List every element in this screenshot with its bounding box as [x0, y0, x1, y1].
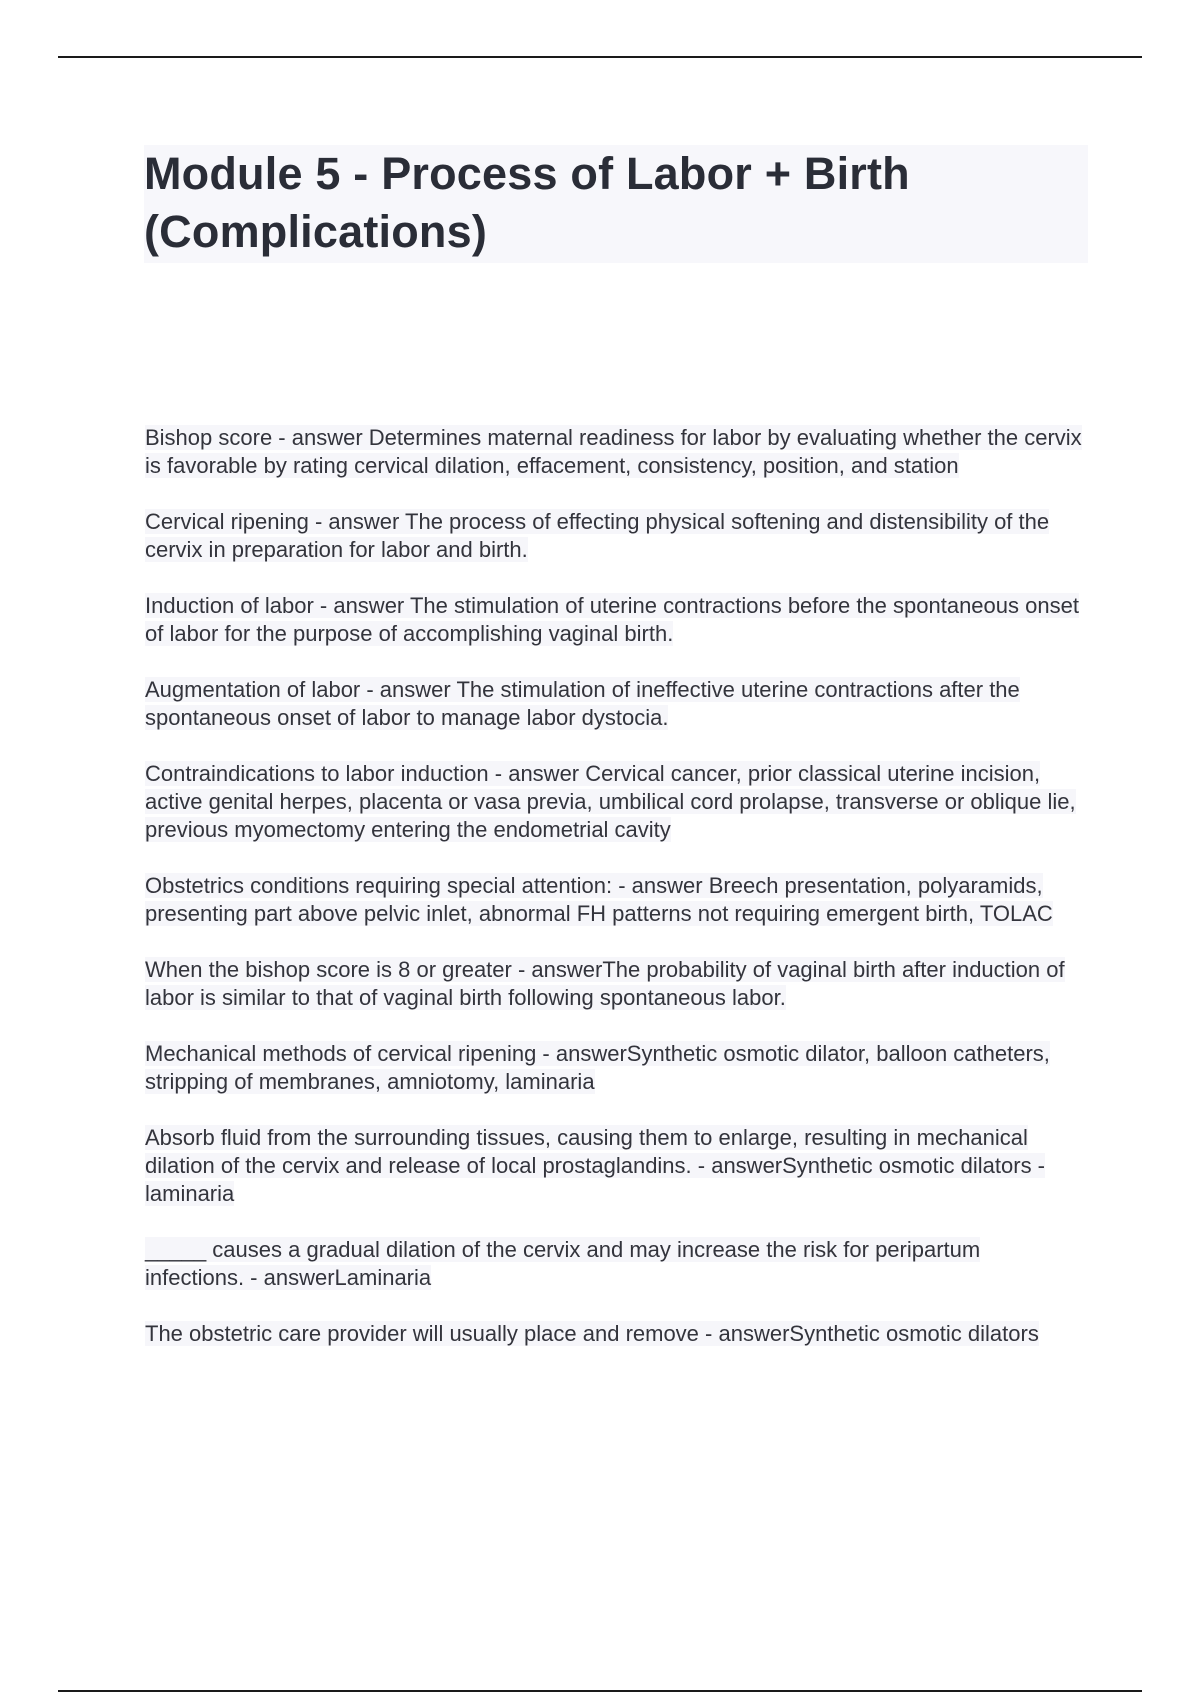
- flashcard: [145, 1124, 1085, 1208]
- flashcard-text: Mechanical methods of cervical ripening - answerSynthetic osmotic dilator, balloon catheters, stripping of membranes, amniotomy, laminaria: [145, 1041, 1050, 1094]
- flashcard: [145, 872, 1085, 928]
- flashcard-text: When the bishop score is 8 or greater - answerThe probability of vaginal birth after induction of labor is similar to that of vaginal birth following spontaneous labor.: [145, 957, 1065, 1010]
- flashcard: [145, 956, 1085, 1012]
- flashcard: [145, 1040, 1085, 1096]
- flashcard: [145, 1320, 1085, 1348]
- flashcard-text: The obstetric care provider will usually place and remove - answerSynthetic osmotic dilators: [145, 1321, 1039, 1346]
- flashcard: [145, 592, 1085, 648]
- flashcard-text: Obstetrics conditions requiring special attention: - answer Breech presentation, polyaramids, presenting part above pelvic inlet, abnormal FH patterns not requiring emergent birth, TOLAC: [145, 873, 1053, 926]
- flashcard-text: Absorb fluid from the surrounding tissues, causing them to enlarge, resulting in mechanical dilation of the cervix and release of local prostaglandins. - answerSynthetic osmotic dilators - laminaria: [145, 1125, 1046, 1206]
- flashcard-text: _____ causes a gradual dilation of the cervix and may increase the risk for peripartum infections. - answerLaminaria: [145, 1237, 981, 1290]
- flashcard-text: Cervical ripening - answer The process of effecting physical softening and distensibility of the cervix in preparation for labor and birth.: [145, 509, 1050, 562]
- top-rule: [58, 56, 1142, 58]
- flashcard-text: Augmentation of labor - answer The stimulation of ineffective uterine contractions after the spontaneous onset of labor to manage labor dystocia.: [145, 677, 1020, 730]
- flashcard: [145, 1236, 1085, 1292]
- flashcard: [145, 424, 1085, 480]
- title-block: [144, 145, 1088, 263]
- flashcard-text: Contraindications to labor induction - answer Cervical cancer, prior classical uterine incision, active genital herpes, placenta or vasa previa, umbilical cord prolapse, transverse or oblique lie, previous myomectomy entering the endometrial cavity: [145, 761, 1076, 842]
- flashcard-list: [145, 424, 1085, 1376]
- flashcard-text: Bishop score - answer Determines maternal readiness for labor by evaluating whether the cervix is favorable by rating cervical dilation, effacement, consistency, position, and station: [145, 425, 1082, 478]
- flashcard: [145, 508, 1085, 564]
- bottom-rule: [58, 1690, 1142, 1692]
- page-title: Module 5 - Process of Labor + Birth (Complications): [144, 148, 910, 257]
- flashcard: [145, 676, 1085, 732]
- flashcard: [145, 760, 1085, 844]
- flashcard-text: Induction of labor - answer The stimulation of uterine contractions before the spontaneous onset of labor for the purpose of accomplishing vaginal birth.: [145, 593, 1079, 646]
